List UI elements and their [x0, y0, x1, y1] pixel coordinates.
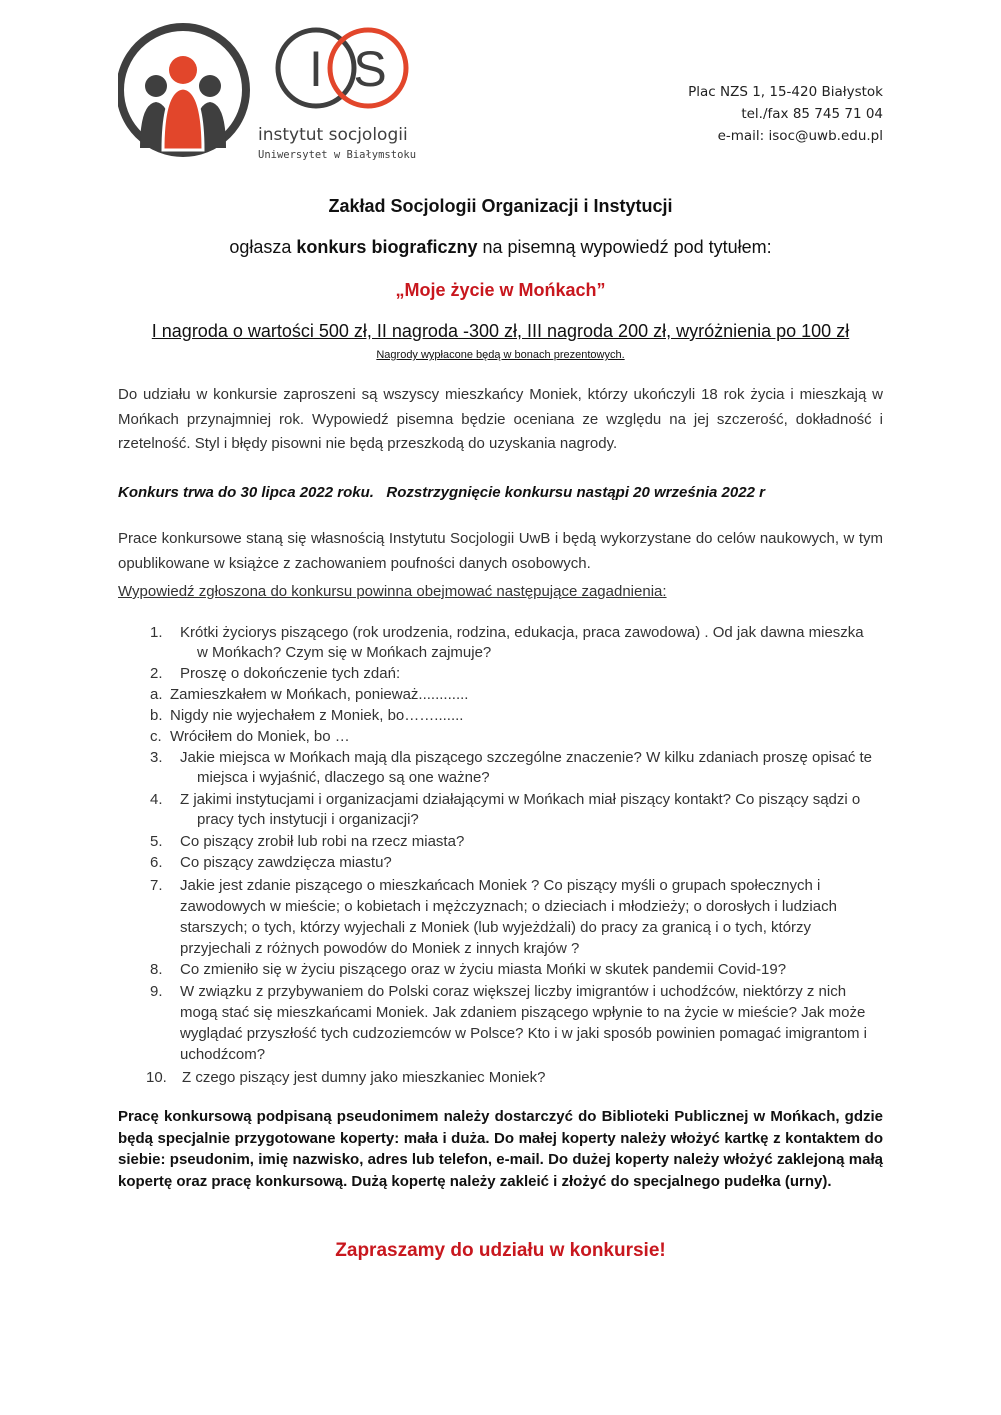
announcement-bold: konkurs biograficzny: [296, 237, 478, 257]
logo-letter-i: I: [309, 41, 323, 97]
logo-text-sub: Uniwersytet w Białymstoku: [258, 149, 417, 161]
logo-letter-s: S: [353, 41, 387, 97]
closing-invite: Zapraszamy do udziału w konkursie!: [335, 1240, 666, 1261]
list-item: Proszę o dokończenie tych zdań:: [180, 665, 401, 682]
department-title: Zakład Socjologii Organizacji i Instytucji: [328, 196, 673, 216]
contest-title: „Moje życie w Mońkach”: [395, 280, 606, 300]
list-item: miejsca i wyjaśnić, dlaczego są one ważne?: [197, 769, 490, 786]
list-item: zawodowych w mieście; o kobietach i mężczyznach; o dzieciach i młodzieży; o dorosłych i ludziach: [180, 898, 837, 915]
logo-person-right-head: [199, 75, 221, 97]
list-item: w Mońkach? Czym się w Mońkach zajmuje?: [197, 644, 492, 661]
logo-person-left-head: [145, 75, 167, 97]
list-marker: 8.: [150, 961, 163, 978]
list-item: Co piszący zawdzięcza miastu?: [180, 854, 392, 871]
ownership-paragraph: Prace konkursowe staną się własnością Instytutu Socjologii UwB i będą wykorzystane do celów naukowych, w tym opublikowane w książce z zachowaniem poufności danych osobowych.: [118, 530, 883, 572]
dates-line: Konkurs trwa do 30 lipca 2022 roku. Rozstrzygnięcie konkursu nastąpi 20 września 2022 r: [118, 484, 765, 501]
announcement-line: [0, 237, 1001, 258]
list-marker: 7.: [150, 877, 163, 894]
list-item: wyglądać przyszłość tych cudzoziemców w Polsce? Kto i w jaki sposób powinien pomagać imigrantom i: [180, 1025, 867, 1042]
prizes-line: I nagroda o wartości 500 zł, II nagroda -300 zł, III nagroda 200 zł, wyróżnienia po 100 zł: [151, 321, 850, 341]
submission-paragraph: Pracę konkursową podpisaną pseudonimem należy dostarczyć do Biblioteki Publicznej w Mońkach, gdzie będą specjalnie przygotowane koperty: mała i duża. Do małej koperty należy włożyć kartkę z kontaktem do siebie: pseudonim, imię nazwisko, adres lub telefon, e-mail. Do dużej koperty należy włożyć zaklejoną małą kopertę oraz pracę konkursową. Dużą kopertę należy zakleić i złożyć do specjalnego pudełka (urny).: [118, 1108, 883, 1191]
prize-note: Nagrody wypłacone będą w bonach prezentowych.: [376, 349, 625, 361]
list-item: Zamieszkałem w Mońkach, ponieważ............: [170, 686, 469, 703]
list-item: W związku z przybywaniem do Polski coraz większej liczby imigrantów i uchodźców, niektórzy z nich: [180, 983, 847, 1000]
intro-paragraph: Do udziału w konkursie zaproszeni są wszyscy mieszkańcy Moniek, którzy ukończyli 18 rok życia i mieszkają w Mońkach przynajmniej rok. Wypowiedź pisemna będzie oceniana ze względu na jej szczerość, dokładność i rzetelność. Styl i błędy pisowni nie będą przeszkodą do uzyskania nagrody.: [118, 386, 883, 452]
list-marker: 10.: [146, 1069, 167, 1086]
logo-person-center-head: [169, 56, 197, 84]
list-marker: 3.: [150, 749, 163, 766]
list-item: Jakie miejsca w Mońkach mają dla piszącego szczególne znaczenie? W kilku zdaniach proszę opisać te: [180, 749, 873, 766]
contact-email: e-mail: isoc@uwb.edu.pl: [717, 128, 883, 144]
list-marker: b.: [150, 707, 163, 724]
list-item: Z czego piszący jest dumny jako mieszkaniec Moniek?: [182, 1069, 546, 1086]
announcement-post: na pisemną wypowiedź pod tytułem:: [477, 237, 772, 257]
list-marker: 1.: [150, 624, 163, 641]
institute-logo: [118, 20, 438, 170]
list-item: przyjechali z różnych powodów do Moniek z innych krajów ?: [180, 940, 580, 957]
questions-heading: Wypowiedź zgłoszona do konkursu powinna obejmować następujące zagadnienia:: [118, 583, 667, 600]
list-item: Nigdy nie wyjechałem z Moniek, bo…….......: [170, 707, 464, 724]
contact-address: Plac NZS 1, 15-420 Białystok: [688, 84, 883, 100]
list-item: Krótki życiorys piszącego (rok urodzenia, rodzina, edukacja, praca zawodowa) . Od jak dawna mieszka: [180, 624, 864, 641]
list-item: starszych; o tych, którzy wyjechali z Moniek (lub wyjeżdżali) do pracy za granicą i o tych, którzy: [180, 919, 812, 936]
list-marker: 2.: [150, 665, 163, 682]
contact-phone: tel./fax 85 745 71 04: [741, 106, 883, 122]
list-item: uchodźcom?: [180, 1046, 266, 1063]
logo-person-center-body: [163, 88, 203, 150]
list-item: pracy tych instytucji i organizacji?: [197, 811, 419, 828]
list-marker: 5.: [150, 833, 163, 850]
list-marker: 6.: [150, 854, 163, 871]
logo-text-main: instytut socjologii: [258, 125, 408, 145]
announcement-pre: ogłasza: [229, 237, 297, 257]
list-item: mogą stać się mieszkańcami Moniek. Jak zdaniem piszącego wpłynie to na życie w mieście? Jak może: [180, 1004, 866, 1021]
list-item: Wróciłem do Moniek, bo …: [170, 728, 350, 745]
list-marker: 9.: [150, 983, 163, 1000]
list-item: Co zmieniło się w życiu piszącego oraz w życiu miasta Mońki w skutek pandemii Covid-19?: [180, 961, 787, 978]
list-item: Z jakimi instytucjami i organizacjami działającymi w Mońkach miał piszący kontakt? Co piszący sądzi o: [180, 791, 861, 808]
list-item: Co piszący zrobił lub robi na rzecz miasta?: [180, 833, 465, 850]
list-marker: a.: [150, 686, 163, 703]
list-item: Jakie jest zdanie piszącego o mieszkańcach Moniek ? Co piszący myśli o grupach społecznych i: [180, 877, 821, 894]
list-marker: c.: [150, 728, 162, 745]
list-marker: 4.: [150, 791, 163, 808]
